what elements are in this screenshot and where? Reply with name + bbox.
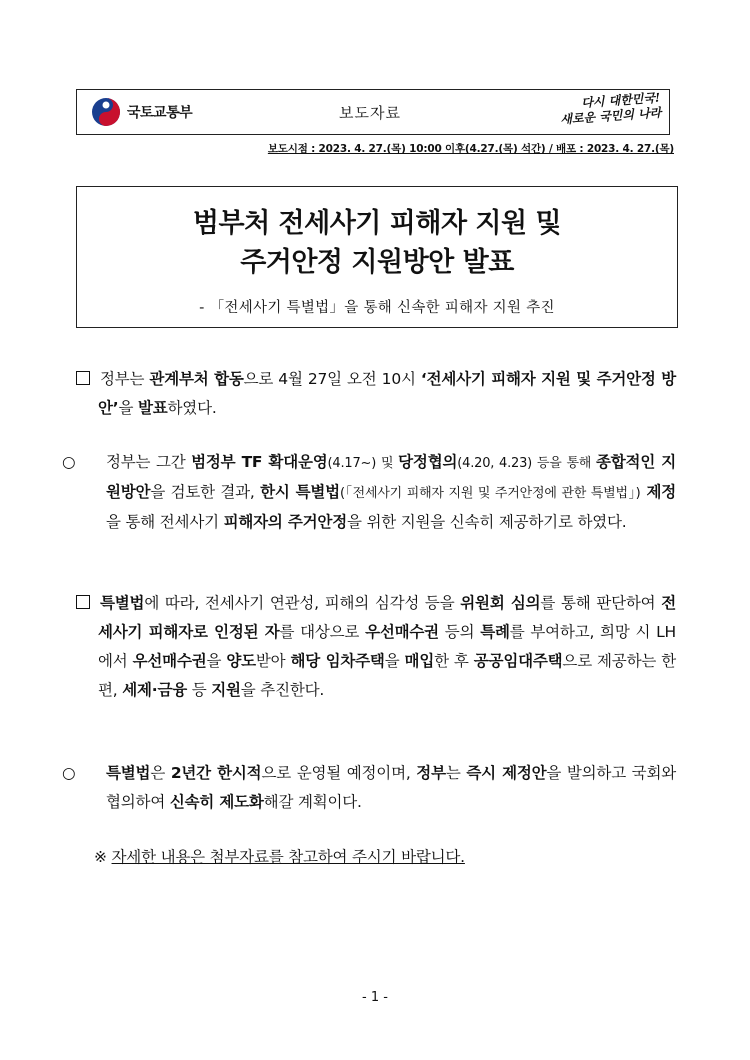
bold-run: 매입 <box>404 652 435 670</box>
paragraph-2-text <box>62 448 677 537</box>
title-line-1: 범부처 전세사기 피해자 지원 및 <box>192 208 562 239</box>
bold-run: 양도 <box>226 652 256 670</box>
page-title <box>77 204 677 282</box>
title-box <box>76 186 678 328</box>
bold-run: 피해자의 주거안정 <box>223 513 347 531</box>
text-run: 을 추진한다. <box>240 681 325 699</box>
reference-note <box>94 843 676 872</box>
reference-note-text: 자세한 내용은 첨부자료를 참고하여 주시기 바랍니다. <box>111 848 465 866</box>
text-run: 정부는 <box>100 370 150 388</box>
bold-run: 공공임대주택 <box>473 652 563 670</box>
circle-bullet-icon: ○ <box>62 453 76 471</box>
bold-run: 즉시 제정안 <box>466 764 547 782</box>
text-run: 을 <box>118 399 138 417</box>
bold-run: ‘전세사기 피해자 지원 및 주거안정 방안’ <box>98 370 677 417</box>
document-type: 보도자료 <box>339 104 401 122</box>
text-run: 은 <box>150 764 171 782</box>
bold-run: 정부 <box>416 764 446 782</box>
slogan-calligraphy <box>532 91 662 134</box>
text-run: 으로 4월 27일 오전 10시 <box>243 370 421 388</box>
text-run: 등의 <box>438 623 481 641</box>
text-run: 정부는 그간 <box>106 453 192 471</box>
text-run: 하였다. <box>167 399 217 417</box>
bold-run: 신속히 제도화 <box>169 793 264 811</box>
square-bullet-icon <box>76 371 90 385</box>
text-run: 해갈 계획이다. <box>263 793 362 811</box>
ministry-name: 국토교통부 <box>127 105 193 121</box>
release-info: 보도시점 : 2023. 4. 27.(목) 10:00 이후(4.27.(목) 석간) / 배포 : 2023. 4. 27.(목) <box>267 143 674 155</box>
text-run: 를 통해 판단하여 <box>540 594 662 612</box>
text-run: 등 <box>187 681 212 699</box>
paragraph-3 <box>76 589 676 705</box>
subtitle: - 「전세사기 특별법」을 통해 신속한 피해자 지원 추진 <box>199 300 555 316</box>
text-run: (4.20, 4.23) 등을 통해 <box>457 456 597 471</box>
text-run: 를 대상으로 <box>279 623 366 641</box>
bold-run: 특별법 <box>100 594 145 612</box>
text-run: 을 발의하고 국회와 협의하여 <box>106 764 676 811</box>
reference-mark: ※ <box>94 848 107 866</box>
text-run: 받아 <box>255 652 291 670</box>
text-run: 을 <box>206 652 227 670</box>
paragraph-4-text <box>62 759 676 817</box>
paragraph-1 <box>76 365 676 423</box>
bold-run: 우선매수권 <box>365 623 439 641</box>
slogan-line-1: 다시 대한민국! <box>580 90 661 111</box>
text-run: 를 부여하고, 희망 시 LH에서 <box>98 623 676 670</box>
bold-run: 지원 <box>211 681 241 699</box>
bold-run: 우선매수권 <box>132 652 207 670</box>
paragraph-3-text <box>76 589 676 705</box>
text-run: 한 후 <box>434 652 474 670</box>
bold-run: 관계부처 합동 <box>149 370 244 388</box>
bold-run: 해당 임차주택 <box>290 652 385 670</box>
taegeuk-icon <box>91 97 121 127</box>
text-run: 에 따라, 전세사기 연관성, 피해의 심각성 등을 <box>144 594 461 612</box>
text-run: (4.17~) 및 <box>327 456 399 471</box>
bold-run: 전세사기 피해자로 인정된 자 <box>98 594 677 641</box>
text-run: 으로 제공하는 한편, <box>98 652 676 699</box>
bold-run: 범정부 TF 확대운영 <box>191 453 328 471</box>
text-run: 을 검토한 결과, <box>150 483 261 501</box>
text-run: (「전세사기 피해자 지원 및 주거안정에 관한 특별법」) <box>339 486 641 501</box>
text-run: 을 위한 지원을 신속히 제공하기로 하였다. <box>346 513 627 531</box>
bold-run: 위원회 심의 <box>460 594 541 612</box>
text-run: 으로 운영될 예정이며, <box>261 764 417 782</box>
bold-run: 특례 <box>480 623 510 641</box>
bold-run: 종합적인 지원방안 <box>106 453 676 501</box>
circle-bullet-icon: ○ <box>62 764 76 782</box>
text-run: 을 <box>384 652 405 670</box>
bold-run: 당정협의 <box>398 453 458 471</box>
paragraph-1-text <box>76 365 676 423</box>
page-number: - 1 - <box>362 990 388 1005</box>
bold-run: 발표 <box>137 399 168 417</box>
text-run: 는 <box>445 764 467 782</box>
slogan-line-2: 새로운 국민의 나라 <box>559 105 662 127</box>
ministry-logo <box>91 97 192 127</box>
paragraph-4 <box>62 759 676 817</box>
text-run: 을 통해 전세사기 <box>106 513 224 531</box>
bold-run: 특별법 <box>106 764 151 782</box>
bold-run: 한시 특별법 <box>260 483 340 501</box>
square-bullet-icon <box>76 595 90 609</box>
header-box <box>76 89 670 135</box>
bold-run: 2년간 한시적 <box>170 764 262 782</box>
title-line-2: 주거안정 지원방안 발표 <box>240 247 514 278</box>
bold-run: 제정 <box>640 483 677 501</box>
bold-run: 세제·금융 <box>122 681 188 699</box>
paragraph-2 <box>62 448 677 537</box>
